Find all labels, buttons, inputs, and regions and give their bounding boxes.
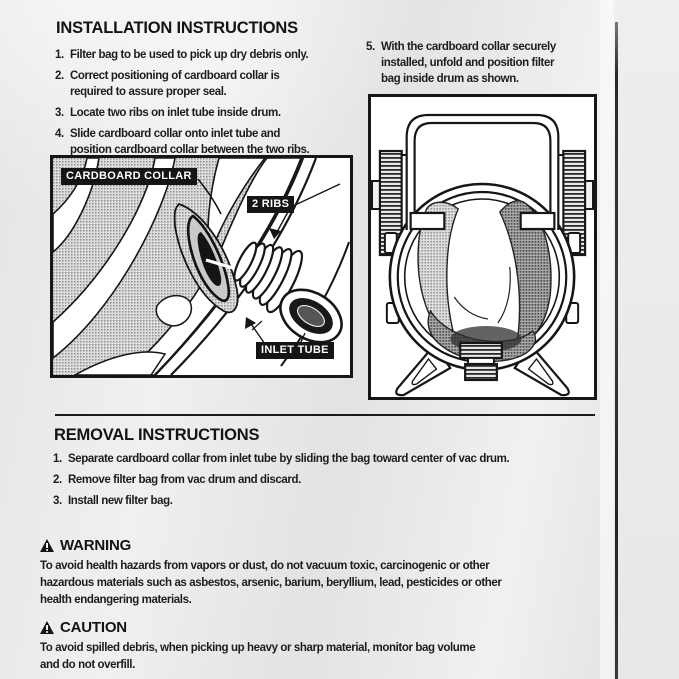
drum-overview-illustration <box>371 97 594 397</box>
warning-triangle-icon <box>40 539 54 552</box>
installation-title: INSTALLATION INSTRUCTIONS <box>56 19 298 37</box>
item-text: Locate two ribs on inlet tube inside drum. <box>70 106 281 119</box>
item-text: With the cardboard collar securely installed, unfold and position filter bag inside drum as shown. <box>381 41 556 85</box>
item-text: Slide cardboard collar onto inlet tube and position cardboard collar between the two ribs. <box>70 127 310 156</box>
item-number: 2. <box>53 473 62 486</box>
item-number: 1. <box>53 452 62 465</box>
removal-item-1 <box>53 451 509 467</box>
item-text: Remove filter bag from vac drum and discard. <box>68 473 301 486</box>
collar-detail-figure <box>50 155 353 378</box>
caution-text: To avoid spilled debris, when picking up heavy or sharp material, monitor bag volume and do not overfill. <box>40 642 476 671</box>
warning-text: To avoid health hazards from vapors or dust, do not vacuum toxic, carcinogenic or other hazardous materials such as asbestos, arsenic, barium, beryllium, lead, pesticides or other health endangering materials. <box>40 560 502 606</box>
warning-title: WARNING <box>60 537 132 554</box>
removal-section <box>53 427 509 514</box>
drum-overview-figure <box>368 94 597 400</box>
installation-item-3 <box>55 105 309 121</box>
installation-item-2 <box>55 68 309 100</box>
item-text: Install new filter bag. <box>68 494 173 507</box>
item-number: 5. <box>366 41 375 53</box>
item-number: 3. <box>53 494 62 507</box>
two-ribs-label: 2 RIBS <box>247 196 294 213</box>
cardboard-collar-label: CARDBOARD COLLAR <box>61 168 197 185</box>
warning-heading <box>40 537 600 554</box>
inlet-tube-label: INLET TUBE <box>256 342 334 359</box>
installation-section <box>55 20 309 163</box>
removal-item-3 <box>53 493 509 509</box>
caution-section <box>40 619 600 674</box>
installation-items <box>55 47 309 158</box>
warning-section <box>40 537 600 609</box>
caution-title: CAUTION <box>60 619 127 636</box>
item-text: Filter bag to be used to pick up dry debris only. <box>70 48 309 61</box>
removal-item-2 <box>53 472 509 488</box>
warning-triangle-icon <box>40 621 54 634</box>
item-number: 2. <box>55 69 64 82</box>
item-number: 4. <box>55 127 64 140</box>
installation-item-1 <box>55 47 309 63</box>
installation-item-5 <box>366 39 556 87</box>
item-text: Separate cardboard collar from inlet tube by sliding the bag toward center of vac drum. <box>68 452 510 465</box>
installation-item-4 <box>55 126 309 158</box>
item-text: Correct positioning of cardboard collar is required to assure proper seal. <box>70 69 280 98</box>
item-number: 3. <box>55 106 64 119</box>
bag-fold-highlight <box>600 0 614 679</box>
caution-heading <box>40 619 600 636</box>
section-divider <box>55 414 595 416</box>
bag-edge-area <box>618 0 679 679</box>
item-number: 1. <box>55 48 64 61</box>
removal-title: REMOVAL INSTRUCTIONS <box>54 426 260 444</box>
bag-fold-line <box>615 22 618 679</box>
